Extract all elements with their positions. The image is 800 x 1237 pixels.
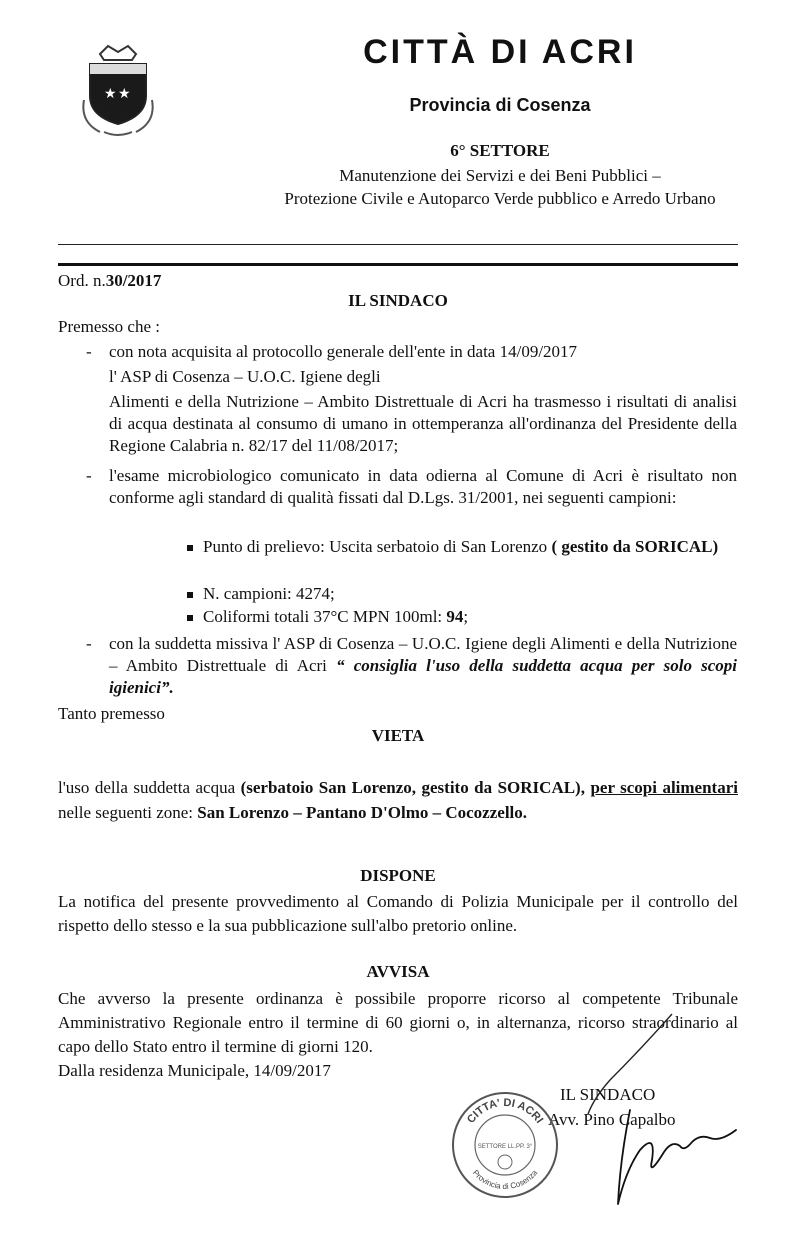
stamp-middle-text: SETTORE LL.PP. 3° xyxy=(477,1144,533,1150)
handwritten-signature-icon xyxy=(560,1100,760,1210)
p1-line2: l' ASP di Cosenza – U.O.C. Igiene degli xyxy=(109,367,381,386)
province-title: Provincia di Cosenza xyxy=(409,95,591,115)
sector-line-1: Manutenzione dei Servizi e dei Beni Pubblici – xyxy=(339,166,661,185)
p1-body: Alimenti e della Nutrizione – Ambito Distrettuale di Acri ha trasmesso i risultati di analisi di acqua destinata al consumo di umano in ottemperanza all'ordinanza del Presidente della Regione Calabria n. 82/17 del 11/08/2017; xyxy=(109,392,737,455)
svg-text:★: ★ xyxy=(118,87,131,102)
dash-1: - xyxy=(86,342,92,361)
header-divider-thin xyxy=(58,244,738,245)
svg-text:★: ★ xyxy=(104,87,117,102)
bullet-3-text: Coliformi totali 37°C MPN 100ml: xyxy=(203,607,447,626)
ordinance-prefix: Ord. n. xyxy=(58,271,106,290)
city-title: CITTÀ DI ACRI xyxy=(363,33,637,71)
tanto-premesso: Tanto premesso xyxy=(58,704,165,723)
bullet-square-icon xyxy=(187,545,193,551)
dash-2: - xyxy=(86,466,92,485)
ordinance-number xyxy=(58,270,161,292)
bullet-square-icon xyxy=(187,615,193,621)
vieta-text-2: nelle seguenti zone: xyxy=(58,803,198,822)
coat-of-arms-icon xyxy=(78,40,158,138)
svg-text:Provincia di Cosenza xyxy=(471,1168,540,1191)
official-stamp-icon xyxy=(450,1090,560,1200)
dispone-heading: DISPONE xyxy=(360,866,436,885)
vieta-body xyxy=(58,775,738,825)
stamp-bottom-text: Provincia di Cosenza xyxy=(470,1168,540,1192)
bullet-1-bold: ( gestito da SORICAL) xyxy=(551,537,719,556)
p3-body xyxy=(109,633,737,699)
vieta-zones: San Lorenzo – Pantano D'Olmo – Cocozzello. xyxy=(197,803,528,822)
vieta-heading: VIETA xyxy=(371,726,425,745)
bullet-square-icon xyxy=(187,592,193,598)
sector-line-2: Protezione Civile e Autoparco Verde pubblico e Arredo Urbano xyxy=(284,189,716,208)
avvisa-body: Che avverso la presente ordinanza è possibile proporre ricorso al competente Tribunale Amministrativo Regionale entro il termine di 60 giorni o, in alternanza, ricorso straordinario al capo dello Stato entro il termine di giorni 120. xyxy=(58,989,738,1056)
avvisa-heading: AVVISA xyxy=(366,962,430,981)
dash-3: - xyxy=(86,634,92,653)
vieta-underlined: per scopi alimentari xyxy=(590,778,738,797)
bullet-3-end: ; xyxy=(463,607,469,626)
p1-line1: con nota acquisita al protocollo generale dell'ente in data 14/09/2017 xyxy=(109,342,578,361)
dispone-body: La notifica del presente provvedimento al Comando di Polizia Municipale per il controllo del rispetto dello stesso e la sua pubblicazione sull'albo pretorio online. xyxy=(58,892,738,935)
residence-date: Dalla residenza Municipale, 14/09/2017 xyxy=(58,1061,331,1080)
vieta-bold-1: (serbatoio San Lorenzo, gestito da SORICAL), xyxy=(240,778,591,797)
signatory-title: IL SINDACO xyxy=(560,1085,656,1104)
vieta-text-1: l'uso della suddetta acqua xyxy=(58,778,241,797)
mayor-heading: IL SINDACO xyxy=(348,291,448,310)
bullet-2-text: N. campioni: 4274; xyxy=(203,584,335,603)
stamp-top-text: CITTA' DI ACRI xyxy=(464,1096,546,1126)
premesso-label: Premesso che : xyxy=(58,317,160,336)
p3-text: con la suddetta missiva l' ASP di Cosenza – U.O.C. Igiene degli Alimenti e della Nutrizione – Ambito Distrettuale di Acri xyxy=(109,634,737,675)
p3-quote: “ consiglia l'uso della suddetta acqua per solo scopi igienici”. xyxy=(109,656,737,697)
bullet-1-text: Punto di prelievo: Uscita serbatoio di San Lorenzo xyxy=(203,537,552,556)
signatory-name: Avv. Pino Capalbo xyxy=(548,1110,676,1129)
p2-body: l'esame microbiologico comunicato in data odierna al Comune di Acri è risultato non conforme agli standard di qualità fissati dal D.Lgs. 31/2001, nei seguenti campioni: xyxy=(109,466,737,507)
ordinance-number-value: 30/2017 xyxy=(105,271,162,290)
sector-title: 6° SETTORE xyxy=(450,141,550,160)
bullet-3-bold: 94 xyxy=(446,607,464,626)
bullet-3 xyxy=(187,606,468,628)
header-divider-thick xyxy=(58,263,738,266)
bullet-1 xyxy=(187,536,737,558)
bullet-2 xyxy=(187,583,335,605)
